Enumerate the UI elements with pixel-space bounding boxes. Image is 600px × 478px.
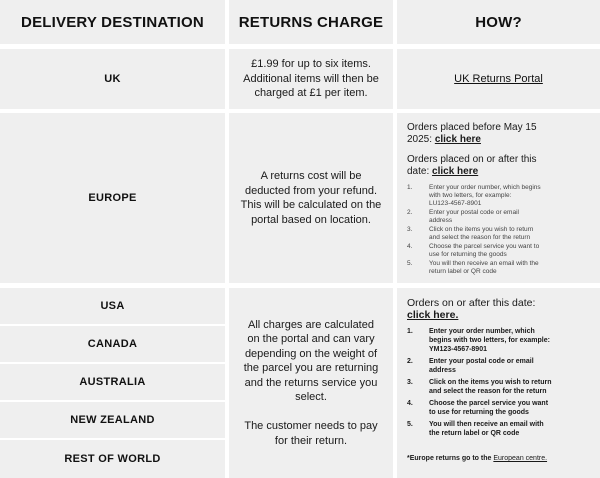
europe-after-text: Orders placed on or after this [407, 154, 537, 165]
header-how [397, 0, 600, 44]
destination-new-zealand [0, 402, 225, 438]
rest-steps [407, 327, 590, 438]
rest-step: 4. Choose the parcel service you want to use for returning the goods [407, 400, 549, 416]
destination-canada [0, 326, 225, 362]
europe-step: 1. Enter your order number, which begins with two letters, for example: LU123-4567-8901 [407, 184, 541, 207]
rest-charge [229, 288, 393, 478]
europe-step: 2. Enter your postal code or email address [407, 209, 519, 224]
rest-charge-line: All charges are calculated [248, 318, 374, 331]
uk-charge-line: charged at £1 per item. [254, 87, 368, 100]
rest-step: 3. Click on the items you wish to return and select the reason for the return [407, 379, 552, 395]
destination-label: NEW ZEALAND [70, 414, 155, 426]
uk-returns-portal-link[interactable]: UK Returns Portal [454, 73, 543, 85]
rest-charge-line: The customer needs to pay [244, 420, 378, 433]
rest-charge-line: and the returns service you [244, 376, 378, 389]
uk-charge [229, 49, 393, 109]
europe-steps [407, 184, 590, 276]
europe-charge [229, 113, 393, 283]
destination-label: CANADA [87, 338, 138, 350]
header-how-label: HOW? [475, 13, 522, 31]
rest-step: 1. Enter your order number, which begins with two letters, for example: YM123-4567-8901 [407, 328, 550, 353]
uk-destination [0, 49, 225, 109]
rest-how [397, 288, 600, 478]
europe-before-text: Orders placed before May 15 [407, 122, 537, 133]
europe-after-link[interactable]: click here [432, 166, 479, 177]
header-charge-label: RETURNS CHARGE [238, 13, 384, 31]
rest-orders-link-line [407, 309, 590, 321]
destination-rest-of-world [0, 440, 225, 478]
header-destination-label: DELIVERY DESTINATION [21, 13, 204, 31]
rest-charge-line: depending on the weight of [244, 347, 378, 360]
rest-charge-line: for their return. [274, 434, 348, 447]
rest-charge-line: the parcel you are returning [243, 362, 379, 375]
europe-before-link[interactable]: click here [434, 134, 481, 145]
destination-label: AUSTRALIA [79, 376, 146, 388]
rest-step: 5. You will then receive an email with the return label or QR code [407, 421, 544, 437]
rest-step: 2. Enter your postal code or email address [407, 358, 534, 374]
european-centre-link[interactable]: European centre. [493, 455, 548, 462]
rest-orders-text: Orders on or after this date: [407, 297, 536, 309]
uk-charge-line: Additional items will then be [243, 72, 379, 85]
europe-returns-note [407, 455, 547, 462]
europe-destination [0, 113, 225, 283]
note-text: *Europe returns go to the [407, 455, 492, 462]
europe-charge-line: portal based on location. [251, 213, 371, 226]
europe-step: 3. Click on the items you wish to return and select the reason for the return [407, 226, 534, 241]
rest-charge-line: select. [295, 391, 327, 404]
header-charge [229, 0, 393, 44]
europe-before-text-2: 2025: click here [407, 134, 481, 145]
europe-charge-line: deducted from your refund. [244, 184, 378, 197]
europe-how [397, 113, 600, 283]
europe-destination-label: EUROPE [88, 192, 137, 204]
destination-usa [0, 288, 225, 324]
destination-label: REST OF WORLD [64, 453, 161, 465]
europe-charge-line: A returns cost will be [260, 170, 362, 182]
uk-how [397, 49, 600, 109]
uk-charge-line: £1.99 for up to six items. [251, 58, 371, 71]
uk-destination-label: UK [104, 73, 121, 85]
destination-australia [0, 364, 225, 400]
europe-after-text-2: date: click here [407, 166, 479, 177]
europe-step: 5. You will then receive an email with the return label or QR code [407, 260, 539, 275]
europe-step: 4. Choose the parcel service you want to use for returning the goods [407, 243, 540, 258]
rest-orders-link[interactable]: click here. [407, 309, 459, 321]
header-destination [0, 0, 225, 44]
destination-label: USA [100, 300, 125, 312]
rest-charge-line: on the portal and can vary [247, 333, 375, 346]
europe-charge-line: This will be calculated on the [240, 199, 382, 211]
